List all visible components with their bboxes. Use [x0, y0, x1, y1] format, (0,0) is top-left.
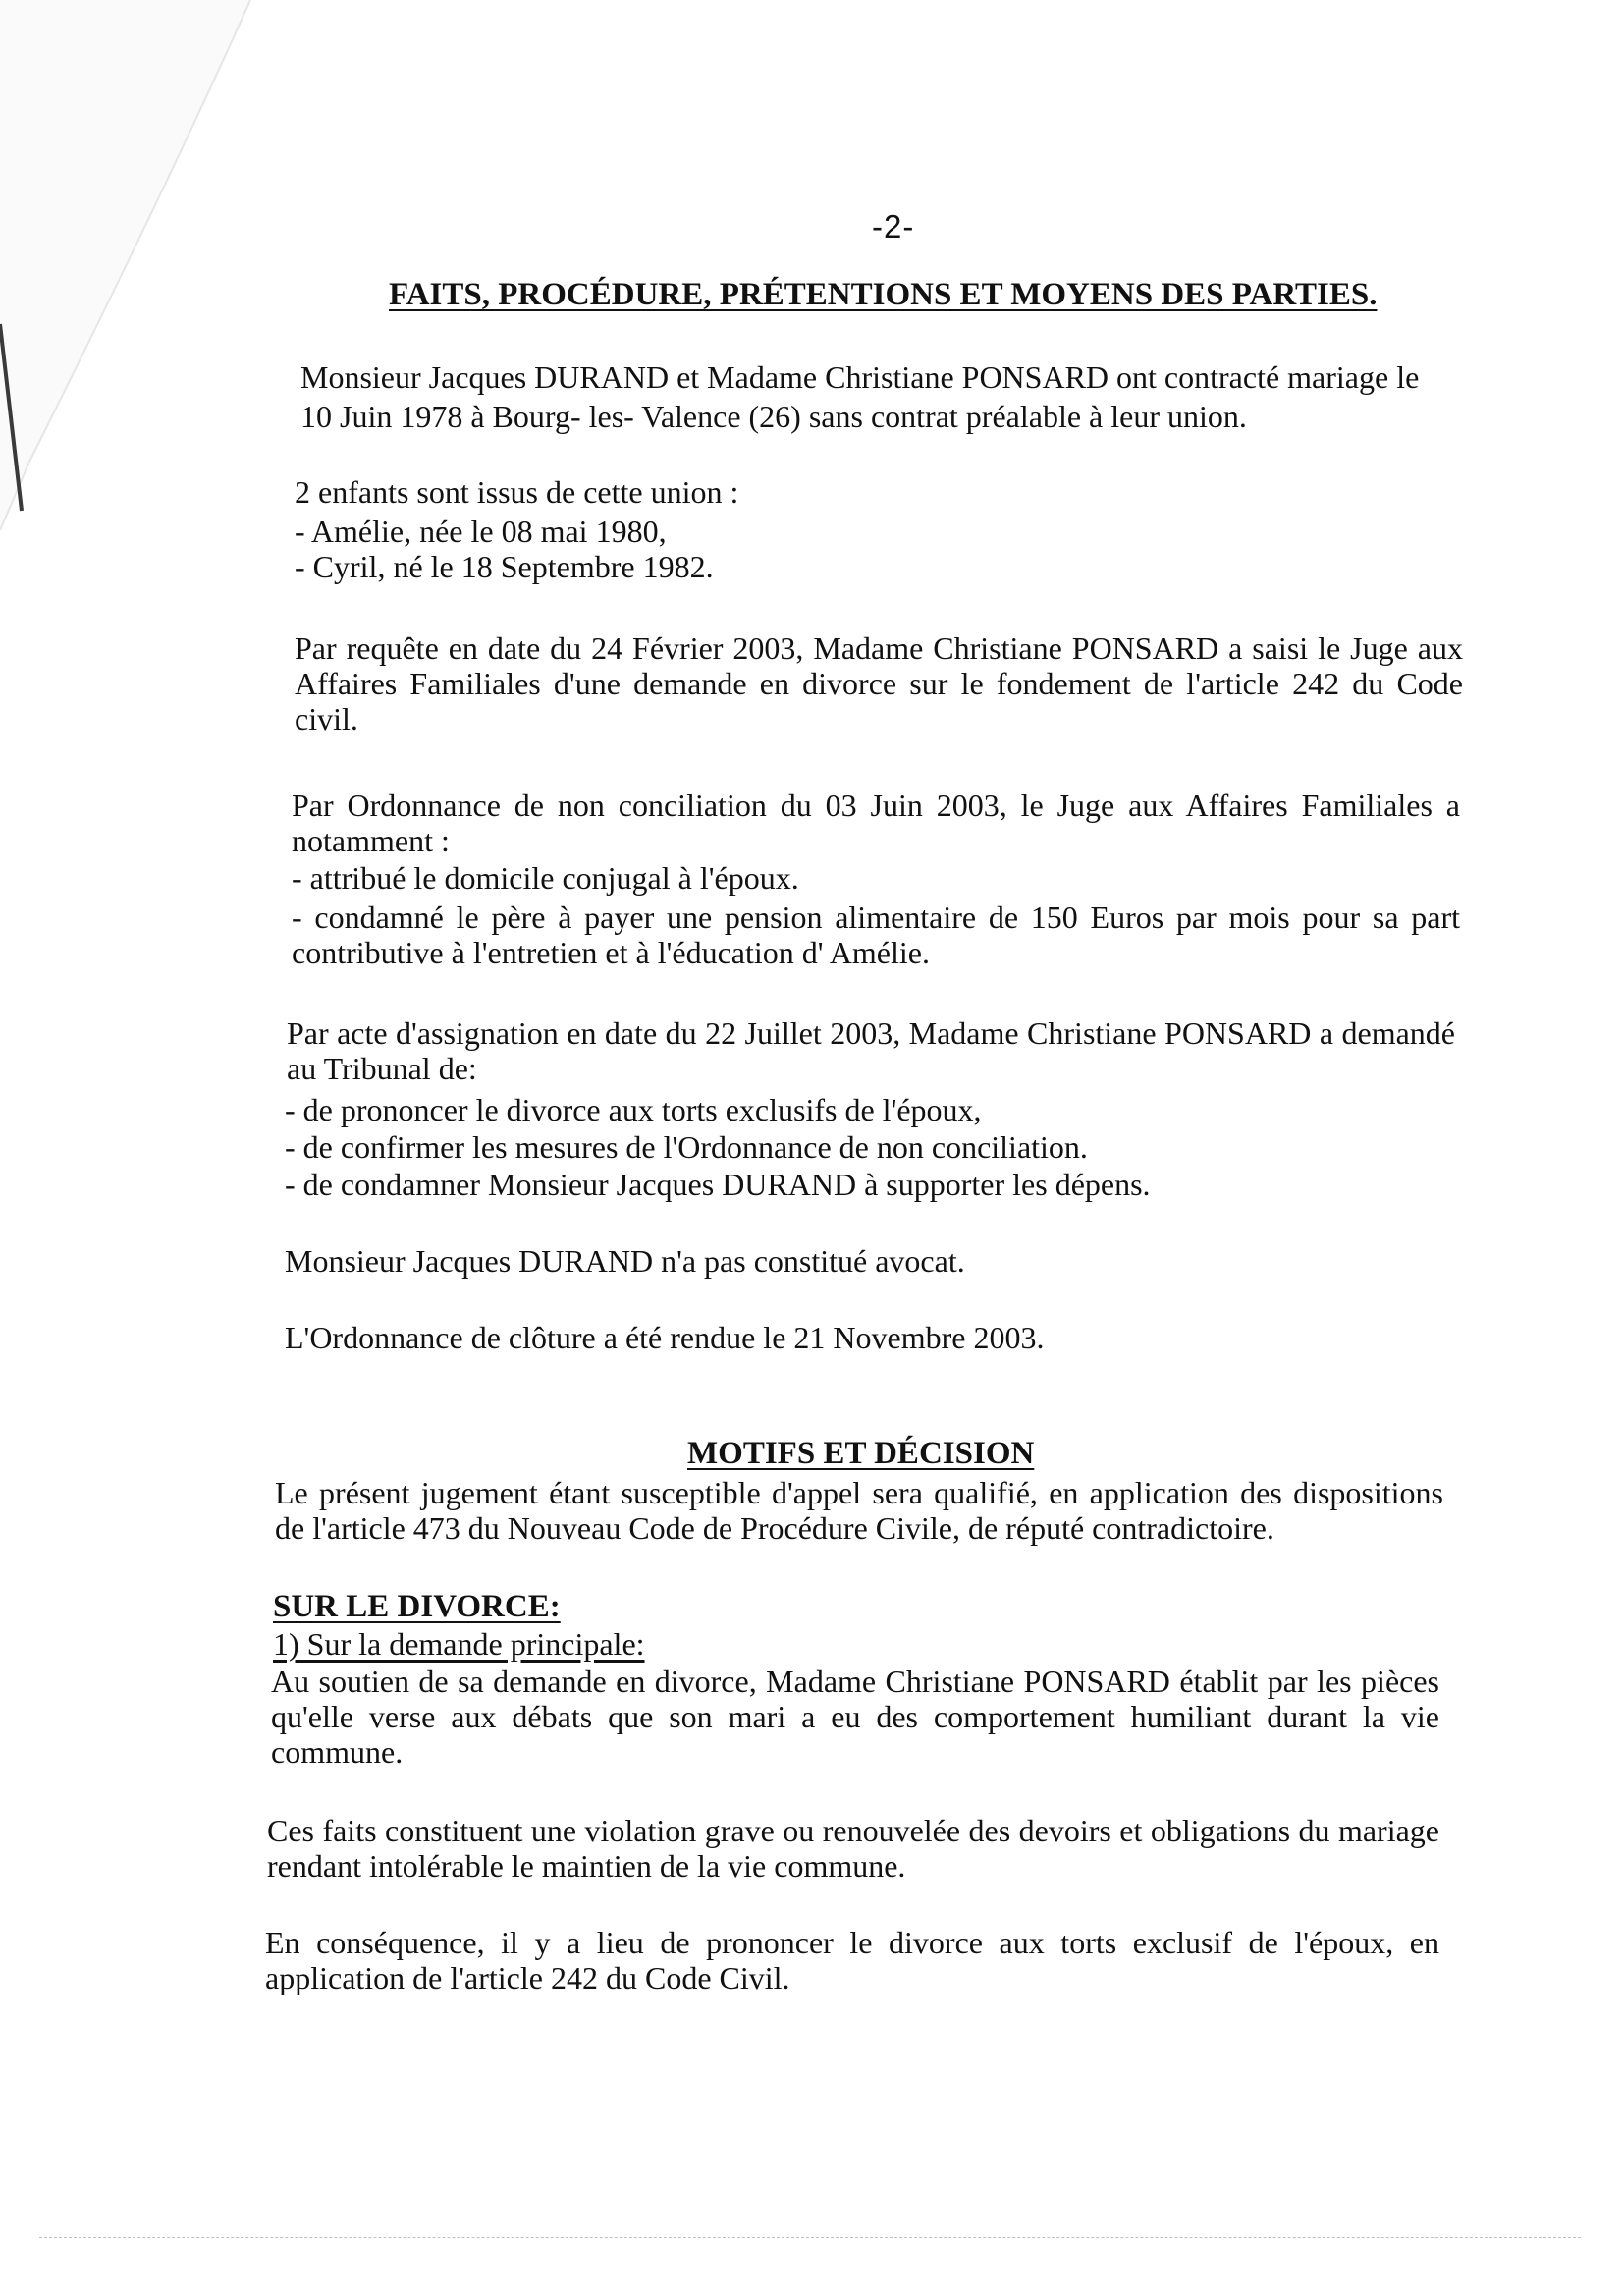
assignation-item-2: - de confirmer les mesures de l'Ordonnance de non conciliation. — [285, 1129, 1088, 1165]
section-heading-facts: FAITS, PROCÉDURE, PRÉTENTIONS ET MOYENS DES PARTIES. — [389, 277, 1378, 312]
paragraph-motifs-intro: Le présent jugement étant susceptible d'appel sera qualifié, en application des dispositions de l'article 473 du Nouveau Code de Procédure Civile, de réputé contradictoire. — [275, 1475, 1443, 1546]
subheading-principal-request: 1) Sur la demande principale: — [273, 1626, 645, 1662]
paragraph-marriage-line-1: Monsieur Jacques DURAND et Madame Christiane PONSARD ont contracté mariage le — [300, 359, 1420, 395]
child-cyril: - Cyril, né le 18 Septembre 1982. — [295, 549, 714, 584]
ordonnance-item-domicile: - attribué le domicile conjugal à l'époux. — [292, 860, 799, 896]
paragraph-marriage-line-2: 10 Juin 1978 à Bourg- les- Valence (26) sans contrat préalable à leur union. — [300, 399, 1247, 434]
footer-scan-line — [39, 2237, 1581, 2238]
ordonnance-item-pension: - condamné le père à payer une pension alimentaire de 150 Euros par mois pour sa part contributive à l'entretien et à l'éducation d' Amélie. — [292, 900, 1460, 970]
paragraph-ordonnance-intro: Par Ordonnance de non conciliation du 03 Juin 2003, le Juge aux Affaires Familiales a notamment : — [292, 788, 1460, 858]
section-heading-motifs: MOTIFS ET DÉCISION — [687, 1436, 1035, 1471]
paragraph-assignation-intro: Par acte d'assignation en date du 22 Juillet 2003, Madame Christiane PONSARD a demandé au Tribunal de: — [287, 1015, 1455, 1086]
paragraph-consequence: En conséquence, il y a lieu de prononcer le divorce aux torts exclusif de l'époux, en application de l'article 242 du Code Civil. — [265, 1925, 1439, 1995]
subheading-divorce: SUR LE DIVORCE: — [273, 1589, 561, 1624]
assignation-item-3: - de condamner Monsieur Jacques DURAND à supporter les dépens. — [285, 1167, 1151, 1202]
paragraph-principal-request: Au soutien de sa demande en divorce, Madame Christiane PONSARD établit par les pièces qu'elle verse aux débats que son mari a eu des comportement humiliant durant la vie commune. — [271, 1664, 1439, 1770]
page-number: -2- — [872, 208, 915, 245]
scan-edge-shadow — [0, 0, 275, 550]
paragraph-closure: L'Ordonnance de clôture a été rendue le 21 Novembre 2003. — [285, 1320, 1045, 1355]
children-intro: 2 enfants sont issus de cette union : — [295, 474, 739, 510]
paragraph-request: Par requête en date du 24 Février 2003, Madame Christiane PONSARD a saisi le Juge aux Affaires Familiales d'une demande en divorce sur le fondement de l'article 242 du Code civil. — [295, 630, 1463, 737]
paragraph-no-lawyer: Monsieur Jacques DURAND n'a pas constitué avocat. — [285, 1243, 965, 1279]
child-amelie: - Amélie, née le 08 mai 1980, — [295, 514, 667, 549]
assignation-item-1: - de prononcer le divorce aux torts exclusifs de l'époux, — [285, 1092, 982, 1127]
paragraph-violation: Ces faits constituent une violation grave ou renouvelée des devoirs et obligations du mariage rendant intolérable le maintien de la vie commune. — [267, 1813, 1439, 1884]
